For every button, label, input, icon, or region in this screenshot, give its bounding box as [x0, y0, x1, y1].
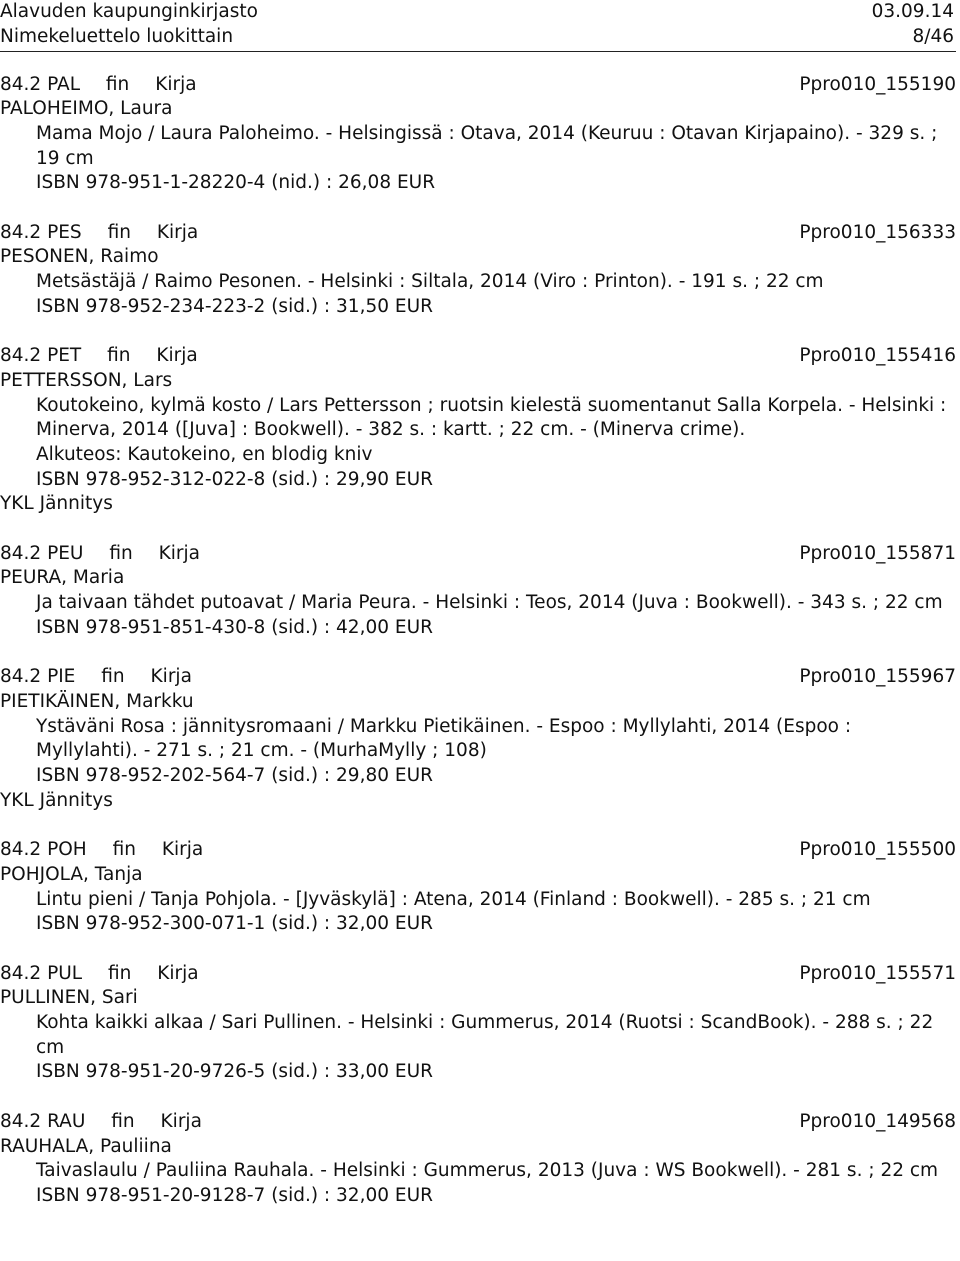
isbn-price: ISBN 978-951-20-9726-5 (sid.) : 33,00 EUR: [36, 1061, 433, 1083]
classification: 84.2 PUL: [0, 962, 83, 984]
isbn-price: ISBN 978-952-202-564-7 (sid.) : 29,80 EUR: [36, 765, 433, 787]
classification: 84.2 PET: [0, 345, 82, 367]
catalog-record: [0, 838, 956, 937]
isbn-price: ISBN 978-951-1-28220-4 (nid.) : 26,08 EUR: [36, 172, 436, 194]
classification: 84.2 RAU: [0, 1110, 86, 1132]
language: fin: [112, 839, 136, 861]
header-row-top: [0, 0, 954, 25]
catalog-record: [0, 1110, 956, 1209]
description: Lintu pieni / Tanja Pohjola. - [Jyväskylä] : Atena, 2014 (Finland : Bookwell). - 285 s. ; 21 cm: [36, 888, 871, 910]
isbn-price: ISBN 978-951-20-9128-7 (sid.) : 32,00 EUR: [36, 1184, 433, 1206]
call-number: [0, 838, 203, 863]
report-title: Nimekeluettelo luokittain: [0, 25, 234, 47]
author: PEURA, Maria: [0, 567, 125, 589]
language: fin: [101, 666, 125, 688]
call-number-row: [0, 221, 956, 246]
material-type: Kirja: [150, 666, 192, 688]
material-type: Kirja: [156, 345, 198, 367]
call-number: [0, 1110, 202, 1135]
notes: Alkuteos: Kautokeino, en blodig kniv: [36, 443, 373, 465]
call-number-row: [0, 542, 956, 567]
description: Kohta kaikki alkaa / Sari Pullinen. - Helsinki : Gummerus, 2014 (Ruotsi : ScandBook). - 288 s. ; 22 cm: [36, 1012, 934, 1058]
subject-heading: YKL Jännitys: [0, 789, 113, 811]
language: fin: [107, 221, 131, 243]
call-number-row: [0, 344, 956, 369]
call-number-row: [0, 73, 956, 98]
call-number: [0, 221, 198, 246]
description: Ystäväni Rosa : jännitysromaani / Markku Pietikäinen. - Espoo : Myllylahti, 2014 (Espoo : Myllylahti). - 271 s. ; 21 cm. - (MurhaMylly ; 108): [36, 715, 852, 762]
description: Metsästäjä / Raimo Pesonen. - Helsinki : Siltala, 2014 (Viro : Printon). - 191 s. ; 22 cm: [36, 271, 824, 293]
description: Taivaslaulu / Pauliina Rauhala. - Helsinki : Gummerus, 2013 (Juva : WS Bookwell). - 281 s. ; 22 cm: [36, 1160, 939, 1182]
material-type: Kirja: [161, 839, 204, 861]
classification: 84.2 PIE: [0, 666, 76, 688]
author: POHJOLA, Tanja: [0, 863, 143, 885]
page-number: 8/46: [912, 25, 954, 47]
call-number-row: [0, 1110, 956, 1135]
record-id: Ppro010_155967: [799, 666, 956, 688]
language: fin: [107, 962, 132, 984]
material-type: Kirja: [157, 962, 199, 984]
classification: 84.2 PES: [0, 221, 82, 243]
print-date: 03.09.14: [871, 1, 954, 22]
isbn-price: ISBN 978-952-234-223-2 (sid.) : 31,50 EUR: [36, 295, 433, 317]
classification: 84.2 PAL: [0, 73, 81, 95]
catalog-record: [0, 73, 956, 197]
author: PALOHEIMO, Laura: [0, 98, 173, 120]
author: PETTERSSON, Lars: [0, 369, 173, 391]
call-number: [0, 962, 199, 987]
call-number-row: [0, 962, 956, 987]
call-number-row: [0, 838, 956, 863]
author: PESONEN, Raimo: [0, 246, 159, 268]
record-id: Ppro010_156333: [799, 221, 956, 243]
library-name: Alavuden kaupunginkirjasto: [0, 1, 258, 22]
isbn-price: ISBN 978-951-851-430-8 (sid.) : 42,00 EUR: [36, 616, 433, 638]
call-number: [0, 73, 197, 98]
isbn-price: ISBN 978-952-300-071-1 (sid.) : 32,00 EUR: [36, 913, 433, 935]
language: fin: [107, 345, 131, 367]
header-divider: [0, 51, 956, 52]
call-number: [0, 542, 200, 567]
call-number: [0, 344, 198, 369]
record-id: Ppro010_155571: [799, 962, 956, 984]
header-row-bottom: [0, 25, 954, 50]
isbn-price: ISBN 978-952-312-022-8 (sid.) : 29,90 EUR: [36, 468, 433, 490]
description: Ja taivaan tähdet putoavat / Maria Peura. - Helsinki : Teos, 2014 (Juva : Bookwell). - 343 s. ; 22 cm: [36, 592, 943, 614]
classification: 84.2 POH: [0, 839, 87, 861]
call-number-row: [0, 665, 956, 690]
author: PIETIKÄINEN, Markku: [0, 690, 194, 712]
record-id: Ppro010_155500: [799, 839, 956, 861]
classification: 84.2 PEU: [0, 542, 84, 564]
catalog-record: [0, 221, 956, 320]
catalog-record: [0, 344, 956, 517]
catalog-record: [0, 542, 956, 641]
description: Koutokeino, kylmä kosto / Lars Pettersson ; ruotsin kielestä suomentanut Salla Korpela. - Helsinki : Minerva, 2014 ([Juva] : Bookwell). - 382 s. : kartt. ; 22 cm. - (Minerva crime).: [36, 394, 947, 441]
language: fin: [109, 542, 133, 564]
material-type: Kirja: [155, 73, 197, 95]
material-type: Kirja: [156, 221, 199, 243]
record-list: [0, 73, 956, 1234]
author: PULLINEN, Sari: [0, 987, 138, 1009]
record-id: Ppro010_155871: [799, 542, 956, 564]
material-type: Kirja: [160, 1110, 202, 1132]
description: Mama Mojo / Laura Paloheimo. - Helsingissä : Otava, 2014 (Keuruu : Otavan Kirjapaino). - 329 s. ; 19 cm: [36, 122, 938, 169]
page-header: [0, 0, 954, 49]
material-type: Kirja: [158, 542, 200, 564]
subject-heading: YKL Jännitys: [0, 493, 113, 515]
record-id: Ppro010_155416: [799, 345, 956, 367]
catalog-record: [0, 665, 956, 813]
record-id: Ppro010_155190: [799, 73, 956, 95]
call-number: [0, 665, 192, 690]
language: fin: [111, 1110, 135, 1132]
catalog-record: [0, 962, 956, 1086]
language: fin: [105, 73, 130, 95]
record-id: Ppro010_149568: [799, 1110, 956, 1132]
author: RAUHALA, Pauliina: [0, 1135, 172, 1157]
